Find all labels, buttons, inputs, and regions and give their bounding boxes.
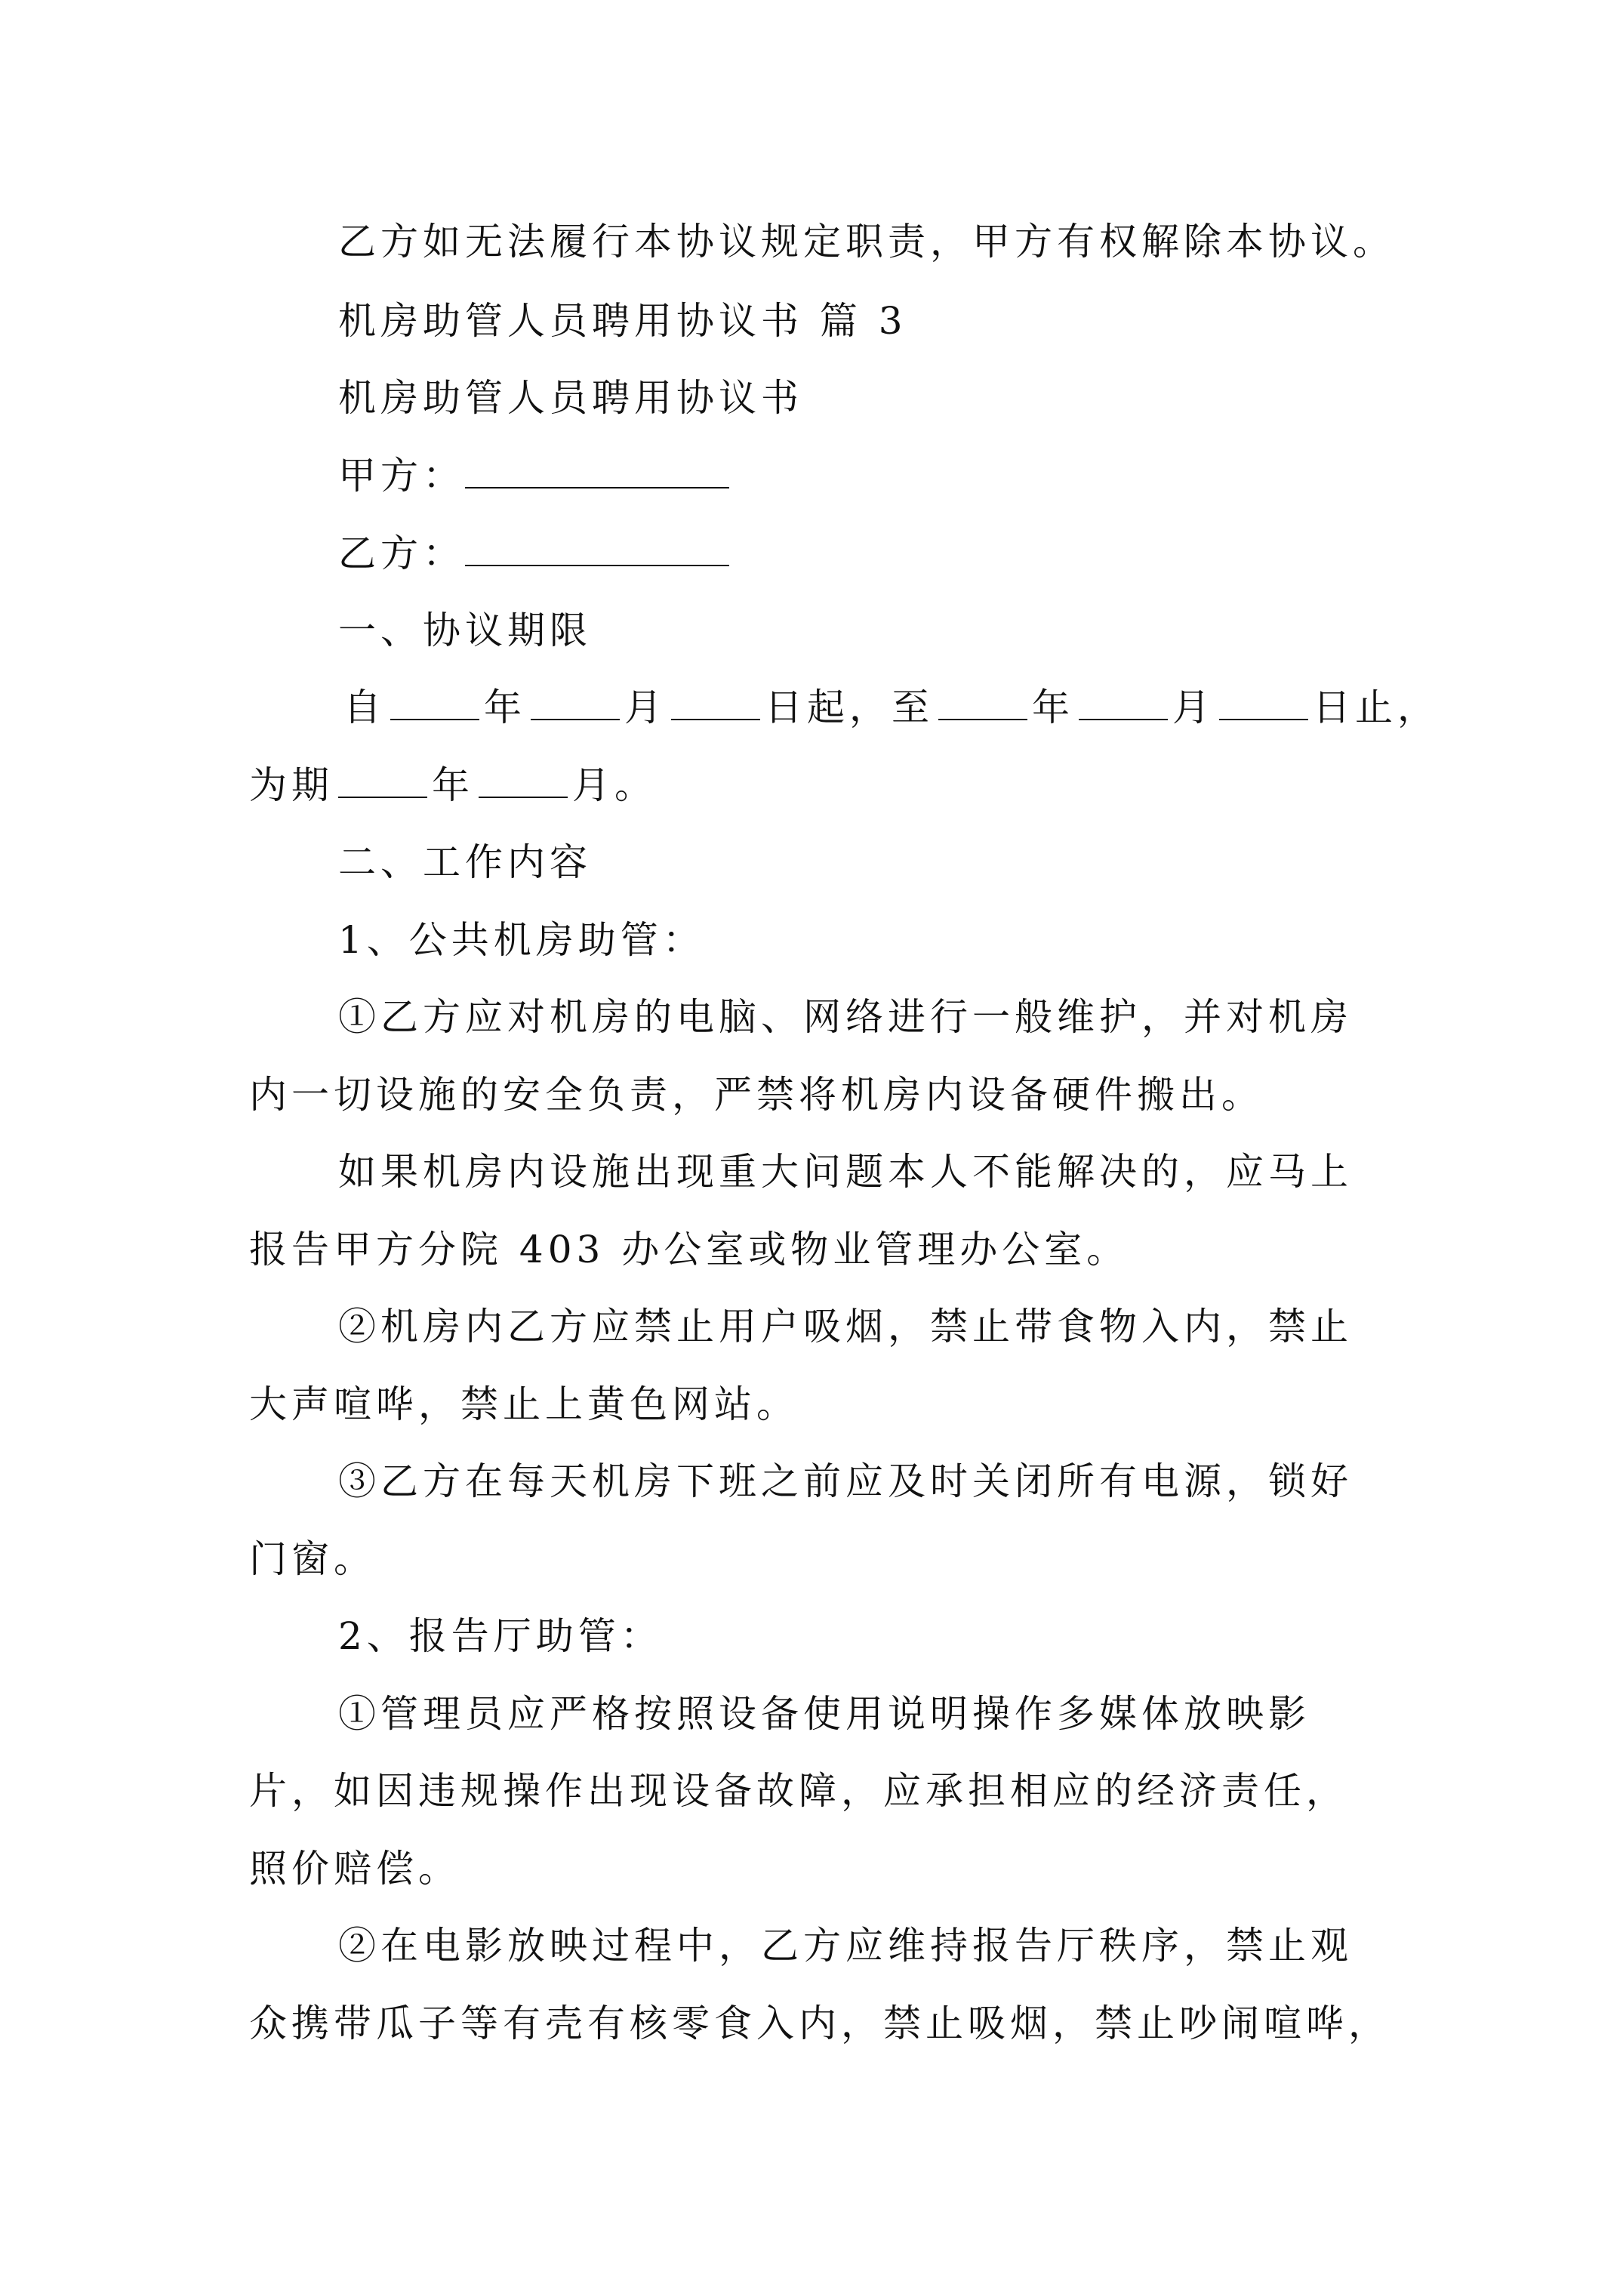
term-text: 日止， xyxy=(1313,686,1440,729)
paragraph-line: 报告甲方分院 403 办公室或物业管理办公室。 xyxy=(249,1228,1129,1271)
year-blank xyxy=(938,686,1027,720)
term-text: 月 xyxy=(1172,686,1215,729)
term-duration-line xyxy=(249,763,657,808)
years-blank xyxy=(338,763,427,798)
paragraph-line: 如果机房内设施出现重大问题本人不能解决的，应马上 xyxy=(338,1150,1353,1194)
term-text: 为期 xyxy=(249,763,334,807)
month-blank xyxy=(1079,686,1168,720)
term-text: 日起，至 xyxy=(765,686,934,729)
paragraph-line: ①乙方应对机房的电脑、网络进行一般维护，并对机房 xyxy=(338,995,1353,1039)
day-blank xyxy=(1219,686,1308,720)
paragraph-line: 大声喧哗，禁止上黄色网站。 xyxy=(249,1382,799,1426)
paragraph-line: ②在电影放映过程中，乙方应维持报告厅秩序，禁止观 xyxy=(338,1924,1353,1968)
day-blank xyxy=(671,686,760,720)
paragraph-line: 乙方如无法履行本协议规定职责，甲方有权解除本协议。 xyxy=(338,220,1395,264)
paragraph-line: ①管理员应严格按照设备使用说明操作多媒体放映影 xyxy=(338,1692,1310,1736)
item-title: 1、公共机房助管： xyxy=(338,918,705,962)
term-text: 月。 xyxy=(572,763,657,807)
party-a-line xyxy=(338,453,729,498)
paragraph-line: ②机房内乙方应禁止用户吸烟，禁止带食物入内，禁止 xyxy=(338,1305,1353,1348)
term-text: 月 xyxy=(624,686,667,729)
party-b-blank xyxy=(465,532,729,566)
document-title: 机房助管人员聘用协议书 xyxy=(338,376,803,420)
months-blank xyxy=(479,763,568,798)
term-text: 自 xyxy=(343,686,386,729)
section-heading: 机房助管人员聘用协议书 篇 3 xyxy=(338,299,907,343)
item-title: 2、报告厅助管： xyxy=(338,1614,663,1658)
party-a-blank xyxy=(465,454,729,488)
paragraph-line: 内一切设施的安全负责，严禁将机房内设备硬件搬出。 xyxy=(249,1073,1264,1117)
paragraph-line: ③乙方在每天机房下班之前应及时关闭所有电源，锁好 xyxy=(338,1459,1353,1503)
term-text: 年 xyxy=(432,763,474,807)
party-a-label: 甲方： xyxy=(338,454,465,498)
month-blank xyxy=(531,686,620,720)
party-b-line xyxy=(338,531,729,576)
paragraph-line: 门窗。 xyxy=(249,1537,376,1581)
term-text: 年 xyxy=(484,686,526,729)
section-title: 一、协议期限 xyxy=(338,609,592,652)
paragraph-line: 片，如因违规操作出现设备故障，应承担相应的经济责任， xyxy=(249,1769,1348,1813)
section-title: 二、工作内容 xyxy=(338,840,592,884)
paragraph-line: 众携带瓜子等有壳有核零食入内，禁止吸烟，禁止吵闹喧哗， xyxy=(249,2002,1390,2045)
term-text: 年 xyxy=(1032,686,1074,729)
party-b-label: 乙方： xyxy=(338,532,465,575)
year-blank xyxy=(390,686,479,720)
paragraph-line: 照价赔偿。 xyxy=(249,1847,460,1891)
term-line xyxy=(343,685,1440,730)
